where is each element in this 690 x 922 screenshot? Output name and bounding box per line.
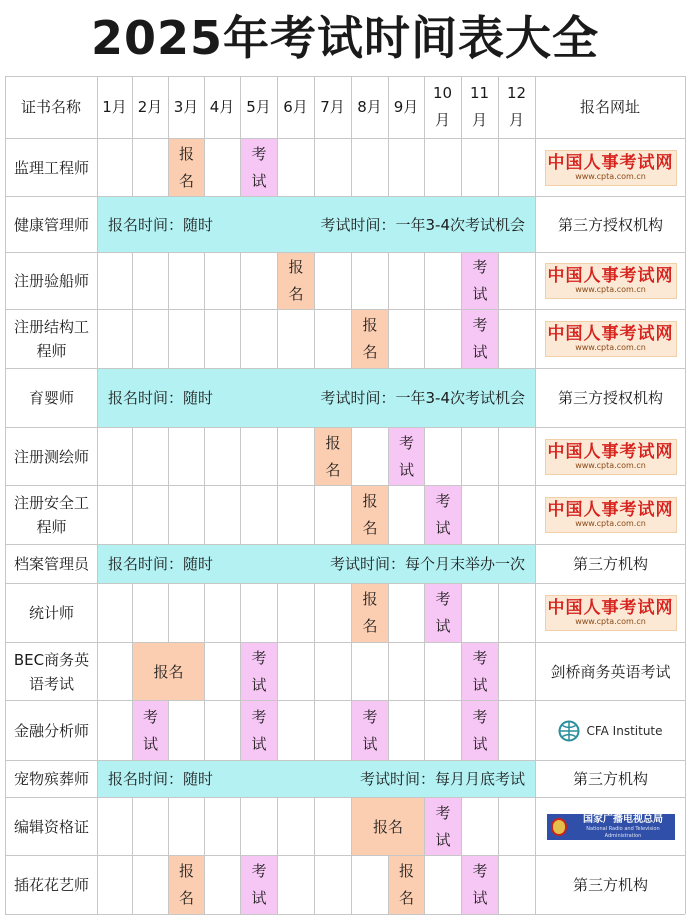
- cell-char: 名: [288, 285, 304, 303]
- anytime-band: [98, 761, 535, 797]
- cell-char: 考: [472, 648, 488, 667]
- cpta-logo-url: www.cpta.com.cn: [575, 519, 646, 528]
- cert-name-line: 语考试: [28, 674, 74, 693]
- cell-char: 考: [251, 648, 267, 667]
- register-cell: [169, 856, 204, 914]
- cell-char: 考: [472, 707, 488, 726]
- cfa-logo[interactable]: [558, 719, 662, 743]
- anytime-band: [98, 369, 535, 427]
- cpta-logo-url: www.cpta.com.cn: [575, 460, 646, 470]
- header-month-label: 12: [506, 84, 527, 102]
- cpta-logo[interactable]: [545, 497, 677, 533]
- cert-name: 宠物殡葬师: [13, 770, 89, 788]
- register-cell: 报名: [133, 643, 204, 700]
- nrta-logo-en: National Radio and Television Administration: [586, 825, 660, 839]
- cell-char: 报: [325, 433, 341, 452]
- cpta-logo-name: 中国人事考试网: [547, 152, 674, 173]
- exam-cell: [425, 798, 461, 855]
- register-cell: [352, 584, 388, 642]
- header-month-label: 月: [471, 111, 487, 129]
- cell-char: 试: [472, 734, 488, 753]
- site-cell: 剑桥商务英语考试: [550, 662, 671, 681]
- cell-char: 考: [362, 707, 378, 726]
- cpta-logo-name: 中国人事考试网: [547, 441, 674, 462]
- anytime-band: [98, 197, 535, 252]
- site-cell: [536, 253, 685, 309]
- cell-char: 试: [435, 519, 451, 537]
- cell-char: 报: [362, 316, 378, 334]
- cell-char: 报: [362, 492, 378, 510]
- exam-cell: [352, 701, 388, 760]
- exam-cell: [241, 701, 277, 760]
- exam-cell: [241, 856, 277, 914]
- exam-cell: [389, 428, 424, 485]
- cell-char: 报: [178, 144, 194, 163]
- cert-name: [6, 310, 97, 368]
- cell-char: 考: [142, 707, 158, 726]
- cell-char: 名: [362, 343, 378, 361]
- cpta-logo[interactable]: [545, 263, 677, 299]
- header-month: 6月: [283, 98, 308, 116]
- cell-char: 名: [325, 460, 341, 479]
- cert-name: 档案管理员: [13, 555, 89, 573]
- band-register-text: 报名时间：随时: [108, 215, 214, 234]
- site-cell: [536, 428, 685, 485]
- cell-char: 试: [142, 734, 158, 753]
- header-month: 9月: [393, 98, 419, 116]
- site-cell: [536, 139, 685, 196]
- site-cell: [536, 486, 685, 544]
- exam-cell: [462, 701, 498, 760]
- cell-char: 考: [472, 862, 488, 880]
- cell-char: 试: [251, 889, 267, 907]
- band-exam-text: 考试时间：每月月底考试: [359, 770, 525, 788]
- cell-char: 考: [435, 492, 451, 510]
- header-month: 8月: [357, 98, 382, 116]
- cert-name: 育婴师: [28, 389, 74, 407]
- page-title: 2025年考试时间表大全: [90, 11, 600, 65]
- exam-cell: [133, 701, 168, 760]
- cell-char: 考: [251, 707, 267, 726]
- band-register-text: 报名时间：随时: [108, 770, 214, 788]
- nrta-logo[interactable]: [547, 814, 675, 840]
- cell-char: 名: [362, 617, 378, 635]
- header-month-label: 10: [432, 84, 453, 102]
- cell-char: 报: [178, 862, 194, 880]
- cell-char: 试: [435, 830, 451, 849]
- band-exam-text: 考试时间：一年3-4次考试机会: [320, 215, 525, 234]
- register-cell: [352, 486, 388, 544]
- grid-line-vertical: [685, 76, 686, 914]
- cell-char: 报: [362, 590, 378, 608]
- site-cell: 第三方机构: [572, 876, 648, 894]
- header-month-label: 月: [508, 111, 524, 129]
- cell-char: 考: [251, 862, 267, 880]
- cpta-logo-name: 中国人事考试网: [547, 266, 674, 286]
- header-month: 4月: [209, 98, 235, 116]
- exam-cell: [462, 310, 498, 368]
- band-register-text: 报名时间：随时: [108, 555, 214, 573]
- register-cell: [315, 428, 351, 485]
- cpta-logo-url: www.cpta.com.cn: [575, 285, 646, 294]
- cell-char: 试: [472, 285, 488, 303]
- cell-char: 试: [398, 460, 414, 479]
- band-register-text: 报名时间：随时: [108, 389, 214, 407]
- cell-char: 试: [435, 617, 451, 635]
- cert-name: 注册测绘师: [13, 447, 89, 466]
- cell-char: 考: [251, 144, 267, 163]
- header-month: 2月: [137, 98, 163, 116]
- cell-char: 考: [398, 433, 414, 452]
- register-cell: [169, 139, 204, 196]
- cfa-globe-icon: [558, 720, 580, 742]
- band-exam-text: 考试时间：一年3-4次考试机会: [320, 389, 525, 407]
- cert-name-line: BEC商务英: [13, 650, 90, 669]
- header-month: 5月: [246, 98, 271, 116]
- cell-char: 考: [435, 590, 451, 608]
- exam-cell: [241, 139, 277, 196]
- nrta-logo-name: 国家广播电视总局: [582, 813, 663, 825]
- header-month: 3月: [173, 98, 199, 116]
- cell-char: 试: [472, 675, 488, 694]
- anytime-band: [98, 545, 535, 583]
- header-month: 1月: [102, 98, 127, 116]
- cpta-logo-url: www.cpta.com.cn: [575, 171, 646, 181]
- cell-char: 考: [435, 803, 451, 822]
- cert-name-line: 注册结构工: [13, 318, 89, 336]
- exam-cell: [241, 643, 277, 700]
- cell-char: 名: [398, 889, 414, 907]
- header-month: 7月: [320, 98, 345, 116]
- cert-name: [6, 486, 97, 544]
- exam-cell: [425, 486, 461, 544]
- cell-char: 报: [398, 862, 414, 880]
- header-month: [424, 76, 461, 138]
- cert-name: [6, 643, 97, 700]
- cert-name-line: 注册安全工: [13, 494, 89, 512]
- cpta-logo-name: 中国人事考试网: [547, 500, 674, 520]
- cell-char: 试: [251, 171, 267, 190]
- cpta-logo[interactable]: [545, 321, 677, 357]
- cert-name: 编辑资格证: [13, 817, 89, 836]
- cell-char: 试: [472, 889, 488, 907]
- header-site: 报名网址: [579, 98, 640, 116]
- register-cell: [389, 856, 424, 914]
- cert-name-line: 程师: [36, 518, 67, 536]
- cpta-logo-url: www.cpta.com.cn: [575, 343, 646, 352]
- exam-cell: [425, 584, 461, 642]
- cert-name: 监理工程师: [13, 158, 89, 177]
- grid-line-horizontal: [5, 914, 685, 915]
- cell-char: 试: [362, 734, 378, 753]
- cert-name: 健康管理师: [13, 215, 89, 234]
- exam-cell: [462, 643, 498, 700]
- header-month: [498, 76, 535, 138]
- header-name: 证书名称: [20, 98, 81, 116]
- site-cell: [536, 701, 685, 760]
- cell-char: 试: [251, 675, 267, 694]
- cell-char: 考: [472, 316, 488, 334]
- exam-cell: [462, 856, 498, 914]
- register-cell: [352, 310, 388, 368]
- cell-char: 试: [251, 734, 267, 753]
- exam-cell: [462, 253, 498, 309]
- header-month: [461, 76, 498, 138]
- cell-char: 名: [178, 171, 194, 190]
- site-cell: [536, 310, 685, 368]
- cpta-logo[interactable]: [545, 595, 677, 631]
- cpta-logo-url: www.cpta.com.cn: [575, 617, 646, 626]
- cert-name: 统计师: [28, 604, 74, 622]
- site-cell: 第三方授权机构: [557, 215, 663, 234]
- site-cell: 第三方授权机构: [557, 389, 663, 407]
- cert-name-line: 程师: [36, 342, 67, 360]
- cpta-logo[interactable]: [545, 439, 677, 475]
- cert-name: 插花花艺师: [13, 876, 89, 894]
- cpta-logo-name: 中国人事考试网: [547, 324, 674, 344]
- site-cell: [536, 798, 685, 855]
- header-month-label: 月: [434, 111, 450, 129]
- cell-char: 试: [472, 343, 488, 361]
- site-cell: [536, 584, 685, 642]
- register-cell: [278, 253, 314, 309]
- cpta-logo[interactable]: [545, 150, 677, 186]
- cpta-logo-name: 中国人事考试网: [547, 598, 674, 618]
- register-cell: 报名: [352, 798, 424, 855]
- cell-char: 考: [472, 258, 488, 276]
- nrta-emblem-icon: [551, 818, 568, 836]
- band-exam-text: 考试时间：每个月末举办一次: [329, 555, 525, 573]
- site-cell: 第三方机构: [572, 555, 648, 573]
- site-cell: 第三方机构: [572, 770, 648, 788]
- cell-char: 报: [288, 258, 304, 276]
- cell-char: 名: [362, 519, 378, 537]
- header-month-label: 11: [469, 84, 490, 102]
- cert-name: 金融分析师: [13, 721, 89, 740]
- cfa-logo-text: CFA Institute: [586, 723, 663, 738]
- cell-char: 名: [178, 889, 194, 907]
- cert-name: 注册验船师: [13, 272, 89, 290]
